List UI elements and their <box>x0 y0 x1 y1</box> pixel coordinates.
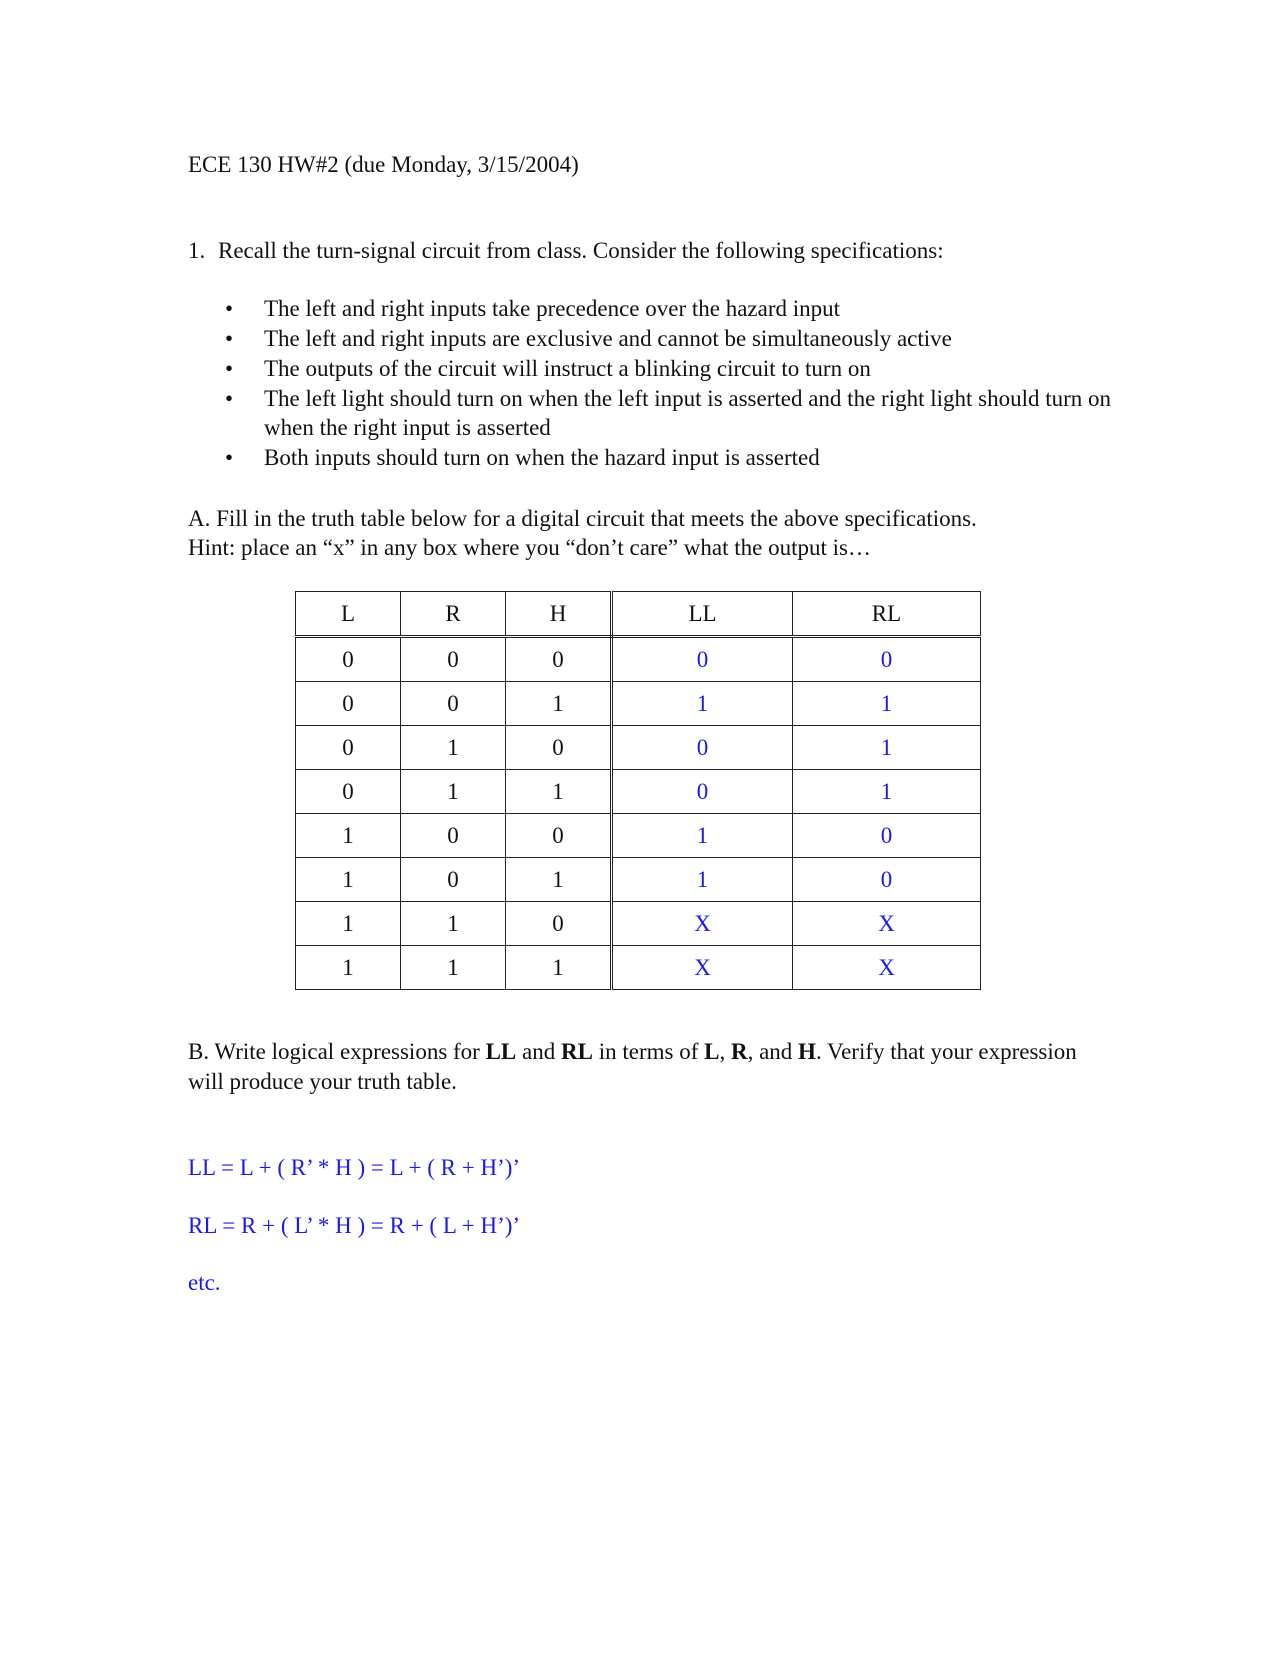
cell-ll: X <box>612 902 793 946</box>
specification-item <box>218 294 1118 323</box>
table-row <box>296 770 981 814</box>
part-a-hint: Hint: place an “x” in any box where you “don’t care” what the output is… <box>188 535 871 560</box>
table-row <box>296 858 981 902</box>
cell-l: 1 <box>296 814 401 858</box>
table-row <box>296 726 981 770</box>
part-b-bold-ll: LL <box>485 1039 517 1064</box>
part-b-instructions <box>188 1037 1088 1097</box>
header-ll: LL <box>612 592 793 637</box>
cell-l: 0 <box>296 682 401 726</box>
specification-item <box>218 384 1118 442</box>
table-row <box>296 902 981 946</box>
cell-rl: 0 <box>793 858 981 902</box>
table-row <box>296 814 981 858</box>
specification-text: The left light should turn on when the left input is asserted and the right light should turn on when the right input is asserted <box>264 386 1112 440</box>
cell-r: 1 <box>401 946 506 990</box>
cell-rl: X <box>793 946 981 990</box>
header-h: H <box>506 592 612 637</box>
part-b-bold-rl: RL <box>561 1039 593 1064</box>
cell-r: 1 <box>401 902 506 946</box>
specification-text: The left and right inputs are exclusive and cannot be simultaneously active <box>264 326 952 351</box>
question-text: Recall the turn-signal circuit from class. Consider the following specifications: <box>218 238 944 263</box>
part-a-instructions <box>188 504 1088 562</box>
cell-ll: 0 <box>612 726 793 770</box>
cell-h: 0 <box>506 726 612 770</box>
document-title: ECE 130 HW#2 (due Monday, 3/15/2004) <box>188 152 579 177</box>
question-prompt <box>188 236 944 266</box>
cell-ll: 1 <box>612 814 793 858</box>
header-l: L <box>296 592 401 637</box>
cell-l: 1 <box>296 902 401 946</box>
cell-h: 0 <box>506 902 612 946</box>
cell-h: 1 <box>506 858 612 902</box>
specification-item <box>218 354 1118 383</box>
cell-r: 1 <box>401 770 506 814</box>
cell-r: 1 <box>401 726 506 770</box>
rl-expression: RL = R + ( L’ * H ) = R + ( L + H’)’ <box>188 1213 521 1238</box>
cell-l: 0 <box>296 726 401 770</box>
specification-text: The left and right inputs take precedence over the hazard input <box>264 296 841 321</box>
part-a-line-1: A. Fill in the truth table below for a digital circuit that meets the above specifications. <box>188 506 977 531</box>
part-b-text: , <box>719 1039 731 1064</box>
cell-l: 1 <box>296 946 401 990</box>
bullet-icon: • <box>225 386 234 411</box>
cell-rl: 1 <box>793 770 981 814</box>
cell-r: 0 <box>401 814 506 858</box>
cell-r: 0 <box>401 637 506 682</box>
part-b-text: , and <box>747 1039 799 1064</box>
cell-h: 1 <box>506 682 612 726</box>
bullet-icon: • <box>225 445 234 470</box>
question-number: 1. <box>188 238 206 263</box>
part-b-text: in terms of <box>592 1039 705 1064</box>
bullet-icon: • <box>225 296 234 321</box>
specification-item <box>218 443 1118 472</box>
ll-expression: LL = L + ( R’ * H ) = L + ( R + H’)’ <box>188 1155 521 1180</box>
cell-l: 0 <box>296 637 401 682</box>
cell-rl: 1 <box>793 726 981 770</box>
specification-item <box>218 324 1118 353</box>
cell-ll: 0 <box>612 637 793 682</box>
bullet-icon: • <box>225 326 234 351</box>
truth-table <box>295 591 981 990</box>
cell-r: 0 <box>401 858 506 902</box>
table-row <box>296 637 981 682</box>
cell-h: 0 <box>506 637 612 682</box>
specification-list <box>218 294 1118 473</box>
cell-ll: 0 <box>612 770 793 814</box>
cell-h: 1 <box>506 946 612 990</box>
truth-table-header-row <box>296 592 981 637</box>
cell-rl: X <box>793 902 981 946</box>
specification-text: Both inputs should turn on when the hazard input is asserted <box>264 445 820 470</box>
bullet-icon: • <box>225 356 234 381</box>
part-b-text: and <box>516 1039 561 1064</box>
part-b-bold-l: L <box>704 1039 720 1064</box>
etc-note: etc. <box>188 1270 221 1295</box>
cell-r: 0 <box>401 682 506 726</box>
cell-l: 1 <box>296 858 401 902</box>
cell-ll: X <box>612 946 793 990</box>
cell-ll: 1 <box>612 682 793 726</box>
part-b-bold-r: R <box>730 1039 748 1064</box>
part-b-text: . Verify that your expression will produce your truth table. <box>188 1039 1077 1094</box>
table-row <box>296 682 981 726</box>
part-b-text: B. Write logical expressions for <box>188 1039 486 1064</box>
cell-h: 0 <box>506 814 612 858</box>
cell-l: 0 <box>296 770 401 814</box>
header-rl: RL <box>793 592 981 637</box>
cell-h: 1 <box>506 770 612 814</box>
cell-ll: 1 <box>612 858 793 902</box>
specification-text: The outputs of the circuit will instruct a blinking circuit to turn on <box>264 356 871 381</box>
cell-rl: 0 <box>793 637 981 682</box>
table-row <box>296 946 981 990</box>
header-r: R <box>401 592 506 637</box>
cell-rl: 1 <box>793 682 981 726</box>
cell-rl: 0 <box>793 814 981 858</box>
part-b-bold-h: H <box>798 1039 816 1064</box>
